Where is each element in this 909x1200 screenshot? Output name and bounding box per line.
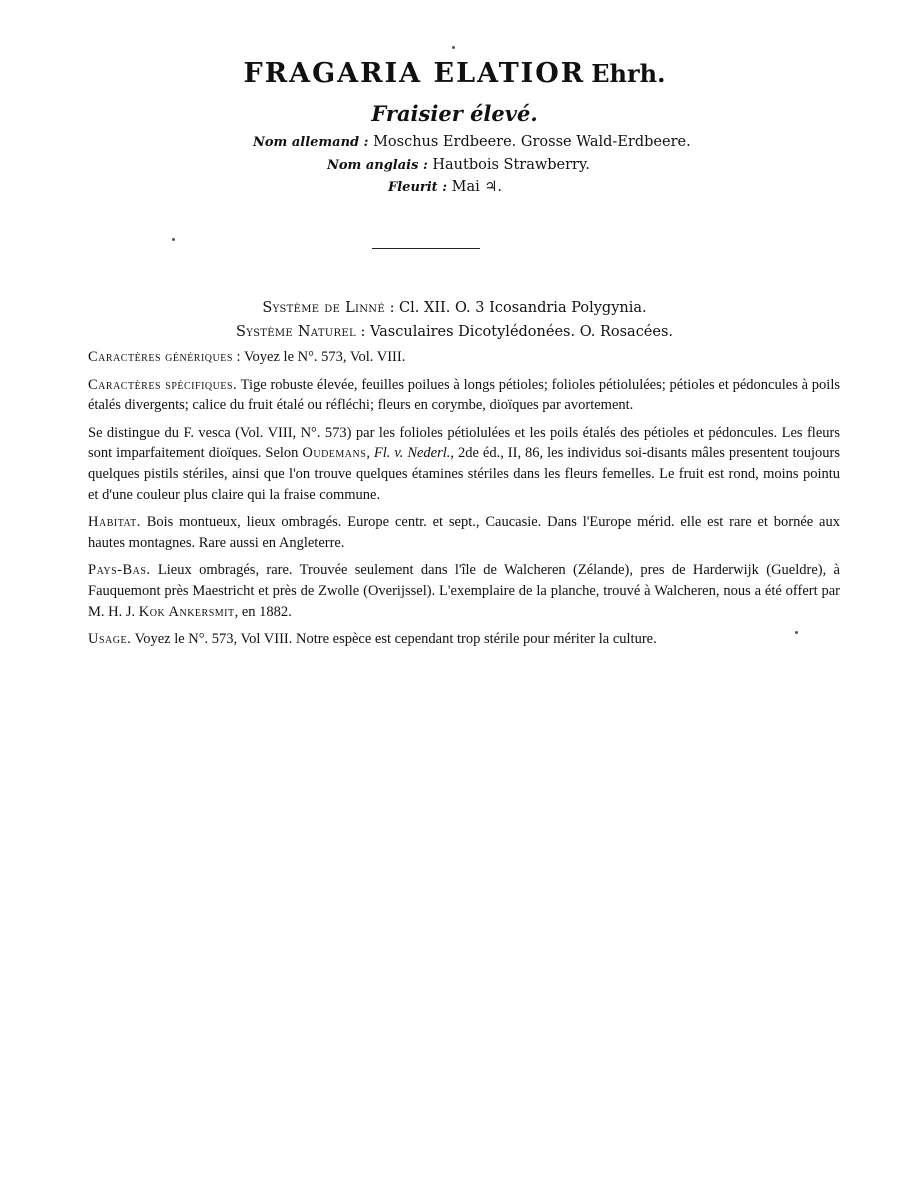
- german-name-line: [253, 134, 691, 150]
- habitat-text: Bois montueux, lieux ombragés. Europe centr. et sept., Caucasie. Dans l'Europe mérid. elle est rare et bornée aux hautes montagnes. Rare aussi en Angleterre.: [88, 514, 840, 551]
- description-body: [88, 347, 840, 657]
- generic-label: Caractères génériques: [88, 349, 233, 365]
- linne-system: [0, 300, 909, 316]
- flowering-value: Mai ♃.: [451, 179, 502, 195]
- generic-text: : Voyez le N°. 573, Vol. VIII.: [236, 349, 406, 365]
- german-name-label: Nom allemand :: [253, 135, 369, 150]
- speck-mark: [452, 46, 455, 49]
- habitat-paragraph: [88, 512, 840, 553]
- distinction-text-b: , 2de éd., II, 86, les individus soi-disants mâles presentent toujours quelques pistils stériles, ainsi que l'on trouve quelques étamines stériles dans les fleurs femelles. Le fruit est rond, moins pointu et d'une couleur plus claire qui la fraise commune.: [88, 445, 840, 503]
- speck-mark: [172, 238, 175, 241]
- specific-text: Tige robuste élevée, feuilles poilues à longs pétioles; folioles pétiolulées; pétioles et pédoncules à poils étalés divergents; calice du fruit étalé ou réfléchi; fleurs en corymbe, dioïques par avortement.: [88, 376, 840, 414]
- flowering-label: Fleurit :: [388, 180, 448, 195]
- natural-system: [0, 324, 909, 340]
- usage-label: Usage.: [88, 631, 132, 648]
- distinction-text-a: Se distingue du F. vesca (Vol. VIII, N°. 573) par les folioles pétiolulées et les poils étalés des pétioles et pédoncules. Les fleurs sont imparfaitement dioïques. Selon: [88, 424, 840, 462]
- paysbas-label: Pays-Bas.: [88, 562, 151, 579]
- specific-label: Caractères spécifiques.: [88, 376, 238, 393]
- natural-value: : Vasculaires Dicotylédonées. O. Rosacées.: [360, 324, 674, 340]
- paysbas-paragraph: [88, 560, 840, 622]
- paysbas-end: , en 1882.: [234, 603, 292, 620]
- distinction-paragraph: Se distingue du F. vesca (Vol. VIII, N°. 573) par les folioles pétiolulées et les poils étalés des pétioles et pédoncules. Les fleurs sont imparfaitement dioïques. Selon Oudemans, Fl. v. Nederl., 2de éd., II, 86, les individus soi-disants mâles presentent toujours quelques pistils stériles, ainsi que l'on trouve quelques étamines stériles dans les fleurs femelles. Le fruit est rond, moins pointu et d'une couleur plus claire qui la fraise commune.: [88, 424, 840, 503]
- generic-characters: [88, 347, 840, 368]
- usage-text: Voyez le N°. 573, Vol VIII. Notre espèce est cependant trop stérile pour mériter la culture.: [134, 631, 657, 648]
- title-author: Ehrh.: [591, 59, 666, 88]
- speck-mark: [795, 631, 798, 634]
- flowering-line: [388, 179, 502, 195]
- paysbas-donor: Kok Ankersmit: [138, 603, 235, 620]
- natural-label: Système Naturel: [235, 324, 356, 340]
- divider: [372, 248, 480, 249]
- german-name-value: Moschus Erdbeere. Grosse Wald-Erdbeere.: [373, 134, 691, 150]
- distinction-author: Oudemans: [302, 445, 367, 462]
- specific-characters: [88, 375, 840, 416]
- distinction-reference: Fl. v. Nederl.: [373, 445, 451, 462]
- usage-paragraph: [88, 629, 840, 650]
- habitat-label: Habitat.: [88, 514, 141, 531]
- linne-value: : Cl. XII. O. 3 Icosandria Polygynia.: [389, 300, 647, 316]
- english-name-value: Hautbois Strawberry.: [432, 157, 590, 173]
- page-subtitle: Fraisier élevé.: [371, 101, 538, 126]
- title-name: FRAGARIA ELATIOR: [243, 58, 586, 89]
- paysbas-text: Lieux ombragés, rare. Trouvée seulement dans l'île de Walcheren (Zélande), pres de Harderwijk (Gueldre), à Fauquemont près Maestricht et près de Zwolle (Overijssel). L'exemplaire de la planche, trouvé à Walcheren, nous a été offert par M. H. J.: [88, 562, 840, 620]
- english-name-line: [327, 157, 590, 173]
- english-name-label: Nom anglais :: [327, 158, 428, 173]
- page-title: [0, 58, 909, 89]
- linne-label: Système de Linné: [262, 300, 385, 316]
